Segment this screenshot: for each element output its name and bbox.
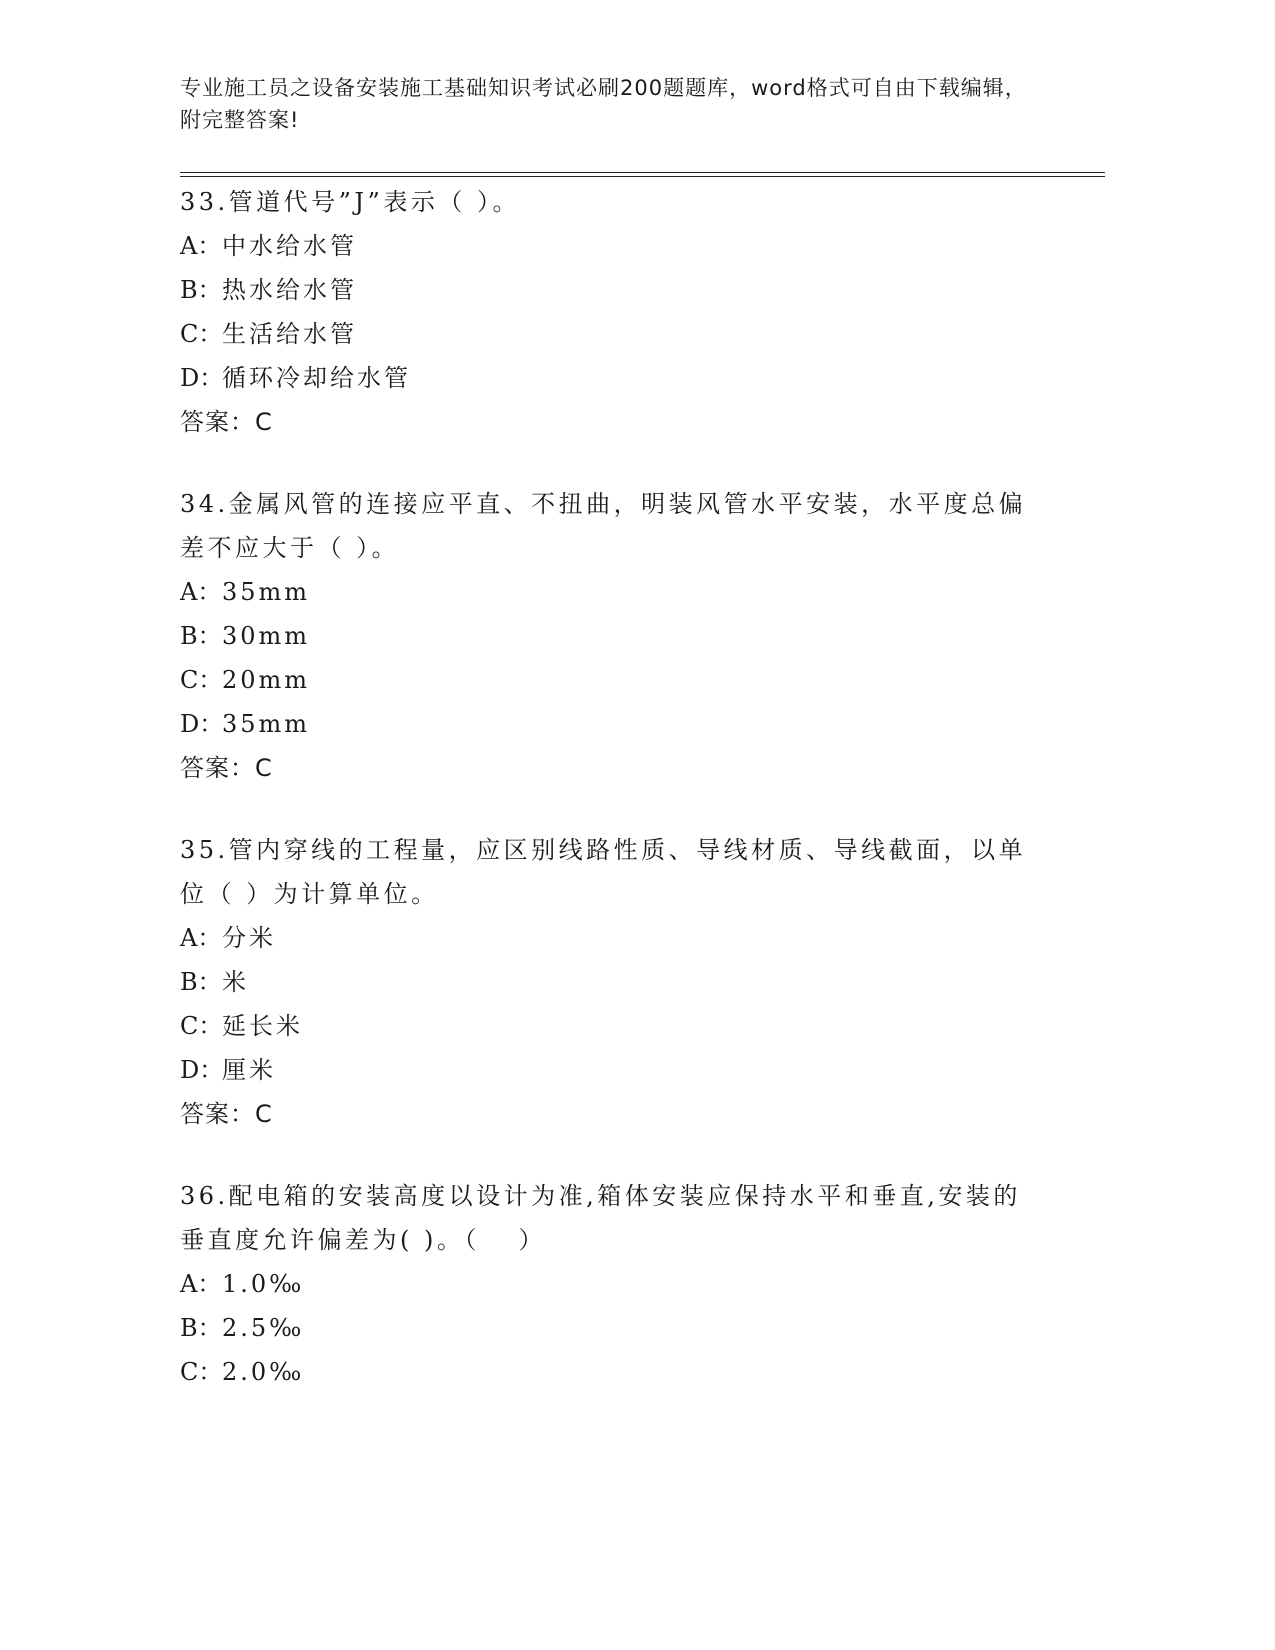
option-b <box>180 960 1040 1004</box>
option-text: 35mm <box>222 710 311 738</box>
question-33 <box>180 180 1040 444</box>
option-text: 分米 <box>222 924 276 952</box>
option-d <box>180 1048 1040 1092</box>
option-c <box>180 312 1040 356</box>
option-text: 米 <box>222 968 249 996</box>
question-text: 35.管内穿线的工程量，应区别线路性质、导线材质、导线截面，以单位（ ）为计算单位。 <box>180 836 1027 908</box>
question-34 <box>180 482 1040 790</box>
option-c <box>180 1350 1040 1394</box>
option-text: 中水给水管 <box>222 232 357 260</box>
option-d <box>180 356 1040 400</box>
answer-line: 答案：C <box>180 408 273 436</box>
option-key: A： <box>180 232 222 260</box>
option-b <box>180 268 1040 312</box>
option-text: 热水给水管 <box>222 276 357 304</box>
question-36 <box>180 1174 1040 1394</box>
option-key: B： <box>180 622 222 650</box>
option-text: 2.0‰ <box>222 1358 305 1386</box>
option-key: D： <box>180 710 224 738</box>
answer-line: 答案：C <box>180 1100 273 1128</box>
option-key: C： <box>180 1358 223 1386</box>
option-text: 2.5‰ <box>222 1314 305 1342</box>
question-text: 36.配电箱的安装高度以设计为准,箱体安装应保持水平和垂直,安装的垂直度允许偏差为( )。（ ） <box>180 1182 1021 1254</box>
option-key: B： <box>180 1314 222 1342</box>
option-key: C： <box>180 320 223 348</box>
question-35 <box>180 828 1040 1136</box>
option-a <box>180 224 1040 268</box>
option-key: A： <box>180 924 222 952</box>
option-key: D： <box>180 1056 224 1084</box>
option-key: C： <box>180 666 223 694</box>
option-d <box>180 702 1040 746</box>
option-text: 厘米 <box>222 1056 276 1084</box>
option-key: A： <box>180 578 222 606</box>
option-key: B： <box>180 276 222 304</box>
header-rule-top <box>180 172 1105 173</box>
option-b <box>180 1306 1040 1350</box>
option-b <box>180 614 1040 658</box>
option-c <box>180 1004 1040 1048</box>
option-text: 20mm <box>222 666 311 694</box>
option-text: 延长米 <box>222 1012 303 1040</box>
option-key: C： <box>180 1012 223 1040</box>
option-text: 1.0‰ <box>222 1270 305 1298</box>
option-text: 生活给水管 <box>222 320 357 348</box>
option-text: 30mm <box>222 622 311 650</box>
option-a <box>180 570 1040 614</box>
question-text: 34.金属风管的连接应平直、不扭曲，明装风管水平安装，水平度总偏差不应大于（ ）。 <box>180 490 1027 562</box>
option-a <box>180 916 1040 960</box>
answer-line: 答案：C <box>180 754 273 782</box>
option-a <box>180 1262 1040 1306</box>
option-key: B： <box>180 968 222 996</box>
document-header: 专业施工员之设备安装施工基础知识考试必刷200题题库，word格式可自由下载编辑，附完整答案! <box>180 76 1027 132</box>
option-key: D： <box>180 364 224 392</box>
option-key: A： <box>180 1270 222 1298</box>
question-list <box>180 180 1040 1432</box>
option-text: 循环冷却给水管 <box>222 364 411 392</box>
header-rule-bottom <box>180 176 1105 177</box>
option-text: 35mm <box>222 578 311 606</box>
question-text: 33.管道代号”J”表示（ ）。 <box>180 188 520 216</box>
option-c <box>180 658 1040 702</box>
